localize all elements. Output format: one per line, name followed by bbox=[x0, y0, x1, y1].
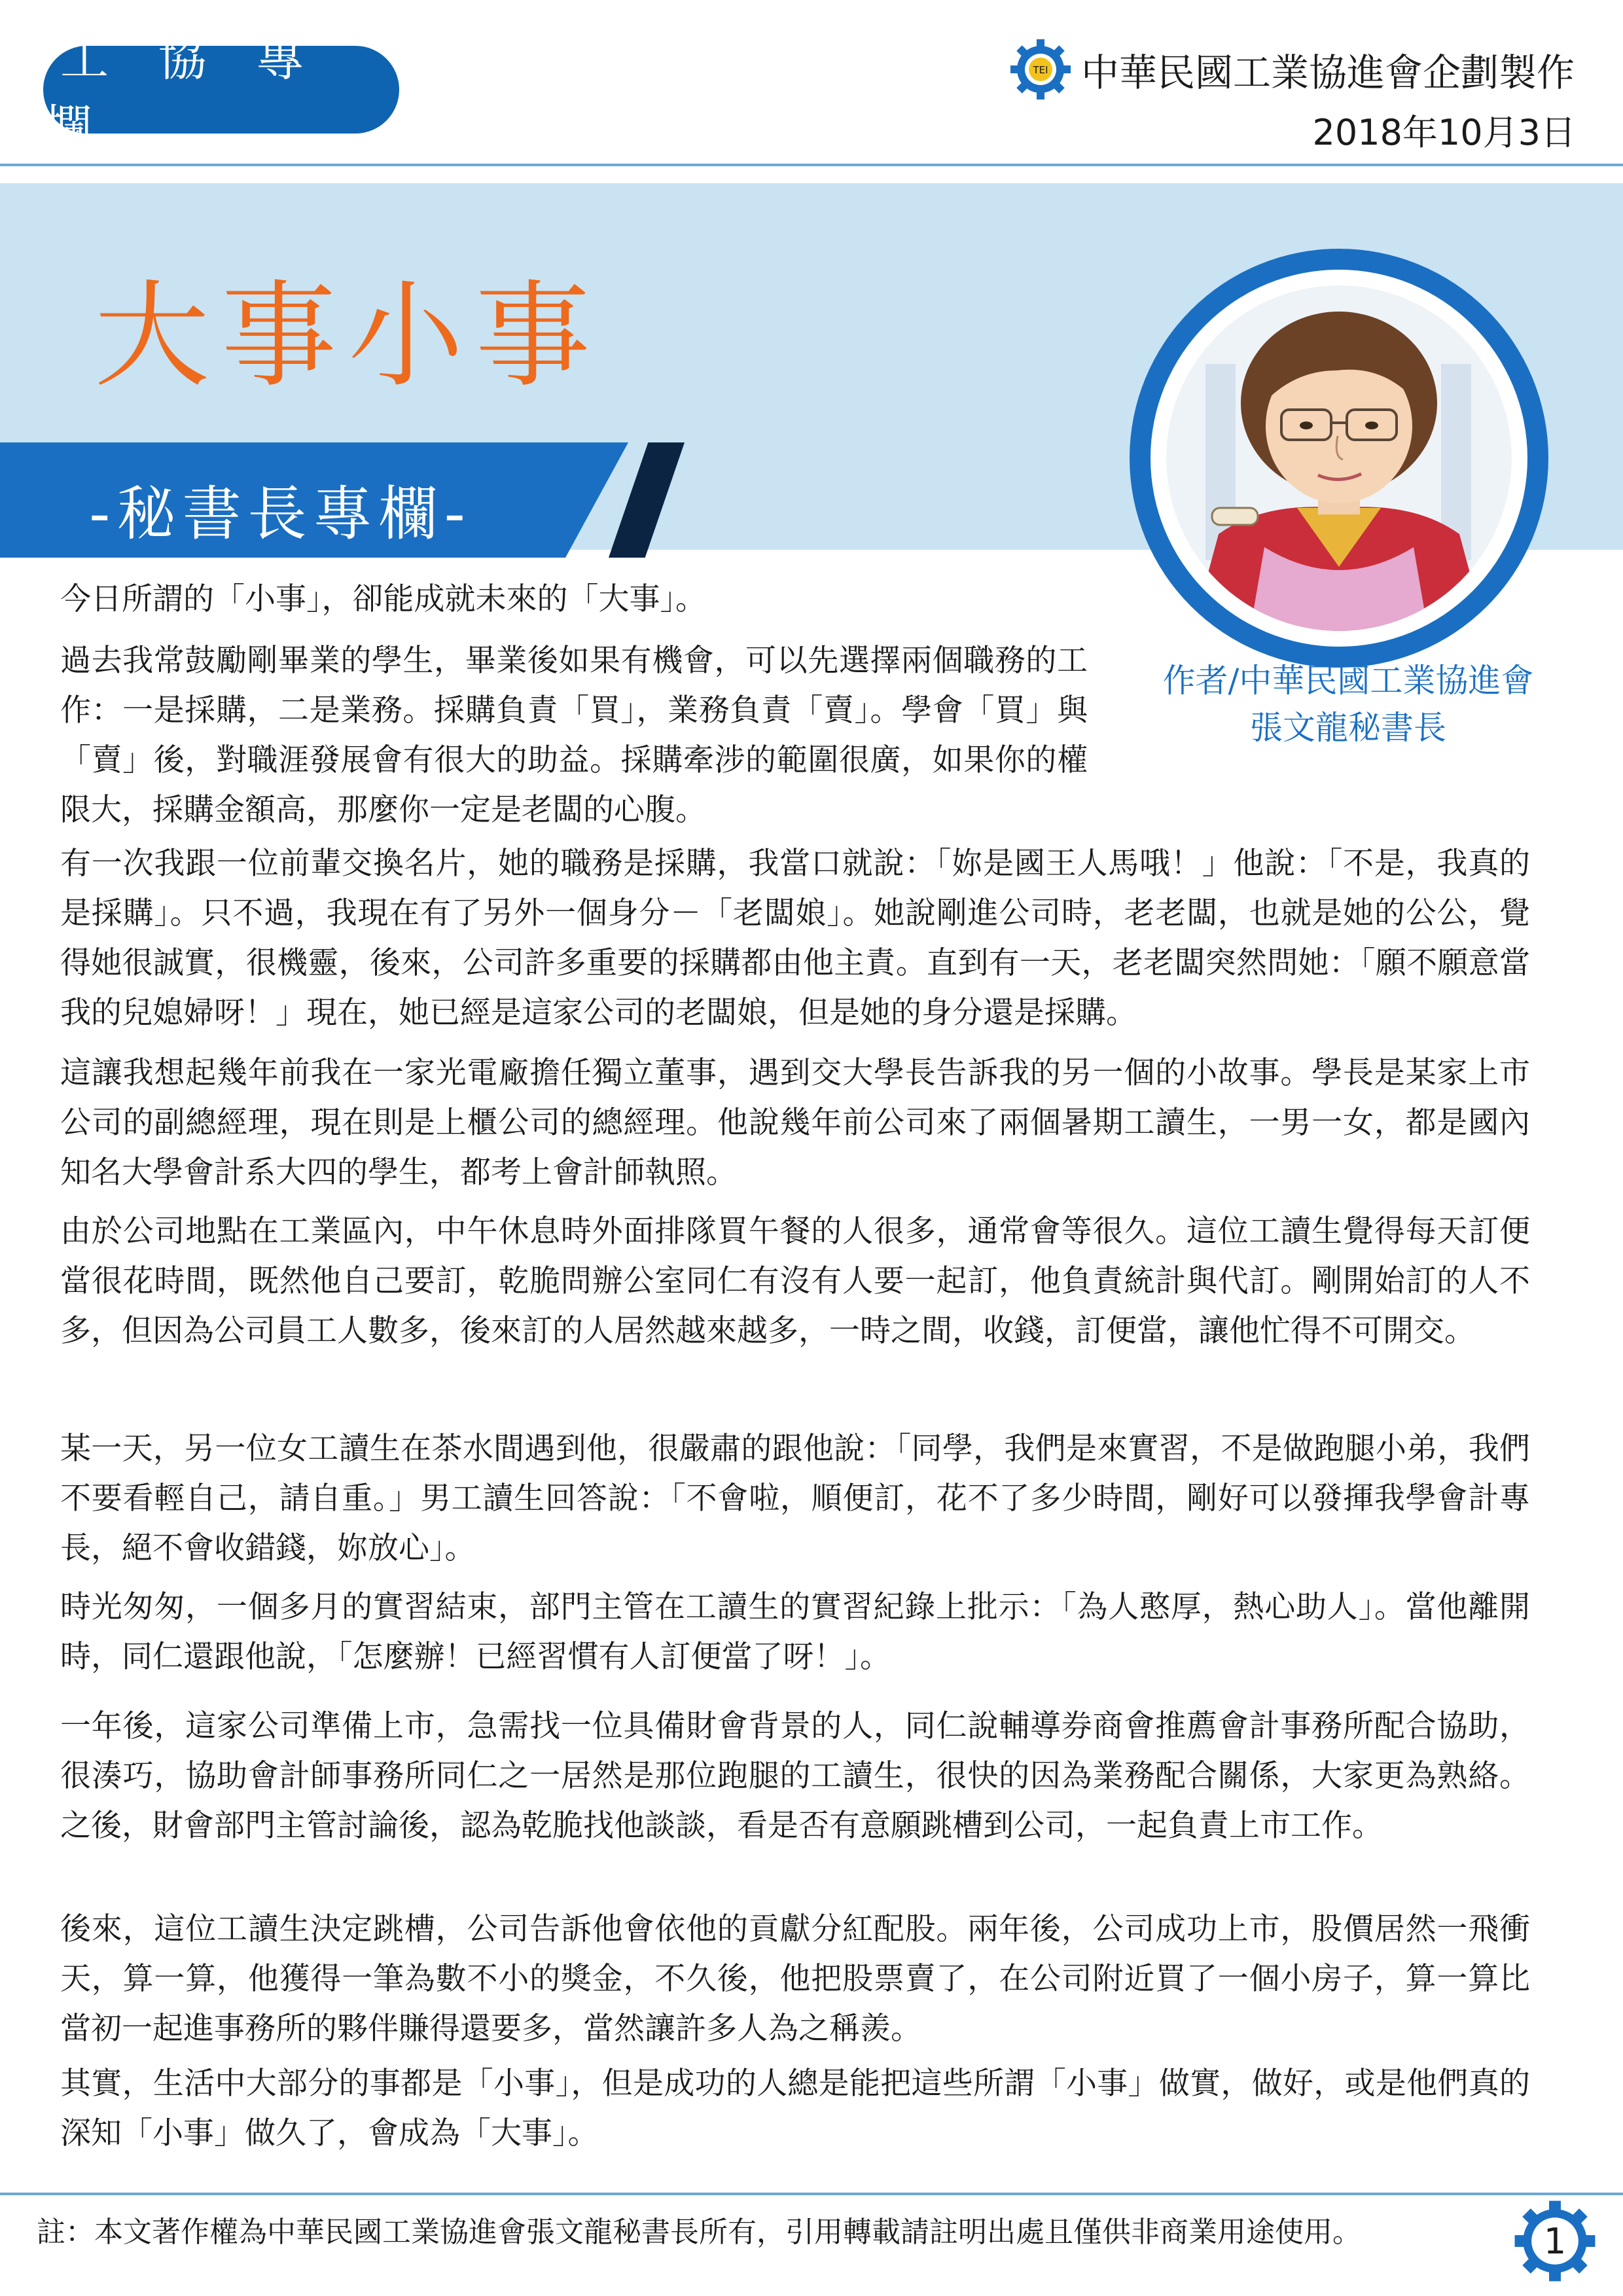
article-subtitle: -秘書長專欄- bbox=[89, 480, 472, 548]
paragraph-conclusion: 其實，生活中大部分的事都是「小事」，但是成功的人總是能把這些所謂「小事」做實，做好，或是他們真的深知「小事」做久了，會成為「大事」。 bbox=[60, 2066, 1530, 2151]
publication-date: 2018年10月3日 bbox=[1312, 112, 1576, 153]
gear-logo-icon bbox=[1008, 37, 1073, 102]
author-caption-line2: 張文龍秘書長 bbox=[1250, 709, 1446, 747]
paragraph-intro: 今日所謂的「小事」，卻能成就未來的「大事」。 bbox=[60, 581, 706, 617]
paragraph-9: 後來，這位工讀生決定跳槽，公司告訴他會依他的貢獻分紅配股。兩年後，公司成功上市，股價居然一飛衝天，算一算，他獲得一筆為數不小的獎金，不久後，他把股票賣了，在公司附近買了一個小房子，算一算比當初一起進事務所的夥伴賺得還要多，當然讓許多人為之稱羨。 bbox=[60, 1911, 1530, 2047]
paragraph-4: 這讓我想起幾年前我在一家光電廠擔任獨立董事，遇到交大學長告訴我的另一個的小故事。學長是某家上市公司的副總經理，現在則是上櫃公司的總經理。他說幾年前公司來了兩個暑期工讀生，一男一女，都是國內知名大學會計系大四的學生，都考上會計師執照。 bbox=[60, 1055, 1530, 1191]
article-title: 大事小事 bbox=[94, 269, 603, 403]
organization-name: 中華民國工業協進會企劃製作 bbox=[1081, 50, 1575, 95]
author-caption-line1: 作者/中華民國工業協進會 bbox=[1162, 662, 1534, 700]
logo-text: TEI bbox=[1033, 64, 1048, 76]
paragraph-2: 過去我常鼓勵剛畢業的學生，畢業後如果有機會，可以先選擇兩個職務的工作：一是採購，二是業務。採購負責「買」，業務負責「賣」。學會「買」與「賣」後，對職涯發展會有很大的助益。採購牽涉的範圍很廣，如果你的權限大，採購金額高，那麼你一定是老闆的心腹。 bbox=[60, 643, 1088, 828]
author-caption bbox=[1113, 657, 1584, 751]
column-badge: 工 協 專 欄 bbox=[43, 46, 399, 134]
paragraph-5: 由於公司地點在工業區內，中午休息時外面排隊買午餐的人很多，通常會等很久。這位工讀生覺得每天訂便當很花時間，既然他自己要訂，乾脆問辦公室同仁有沒有人要一起訂，他負責統計與代訂。剛開始訂的人不多，但因為公司員工人數多，後來訂的人居然越來越多，一時之間，收錢，訂便當，讓他忙得不可開交。 bbox=[60, 1213, 1530, 1349]
footer-divider bbox=[0, 2193, 1623, 2195]
paragraph-8: 一年後，這家公司準備上市，急需找一位具備財會背景的人，同仁說輔導券商會推薦會計事務所配合協助，很湊巧，協助會計師事務所同仁之一居然是那位跑腿的工讀生，很快的因為業務配合關係，大家更為熟絡。之後，財會部門主管討論後，認為乾脆找他談談，看是否有意願跳槽到公司，一起負責上市工作。 bbox=[60, 1708, 1530, 1844]
page-number: 1 bbox=[1543, 2220, 1567, 2262]
author-portrait-illustration bbox=[1166, 285, 1512, 631]
paragraph-7: 時光匆匆，一個多月的實習結束，部門主管在工讀生的實習紀錄上批示：「為人憨厚，熱心助人」。當他離開時，同仁還跟他說，「怎麼辦！已經習慣有人訂便當了呀！」。 bbox=[60, 1589, 1530, 1675]
paragraph-6: 某一天，另一位女工讀生在茶水間遇到他，很嚴肅的跟他說：「同學，我們是來實習，不是做跑腿小弟，我們不要看輕自己，請自重。」男工讀生回答說：「不會啦，順便訂，花不了多少時間，剛好可以發揮我學會計專長，絕不會收錯錢，妳放心」。 bbox=[60, 1431, 1530, 1566]
copyright-note: 註：本文著作權為中華民國工業協進會張文龍秘書長所有，引用轉載請註明出處且僅供非商業用途使用。 bbox=[37, 2215, 1361, 2249]
header-divider bbox=[0, 164, 1623, 166]
paragraph-3: 有一次我跟一位前輩交換名片，她的職務是採購，我當口就說：「妳是國王人馬哦！」他說：「不是，我真的是採購」。只不過，我現在有了另外一個身分－「老闆娘」。她說剛進公司時，老老闆，也就是她的公公，覺得她很誠實，很機靈，後來，公司許多重要的採購都由他主責。直到有一天，老老闆突然問她：「願不願意當我的兒媳婦呀！」現在，她已經是這家公司的老闆娘，但是她的身分還是採購。 bbox=[60, 846, 1530, 1031]
